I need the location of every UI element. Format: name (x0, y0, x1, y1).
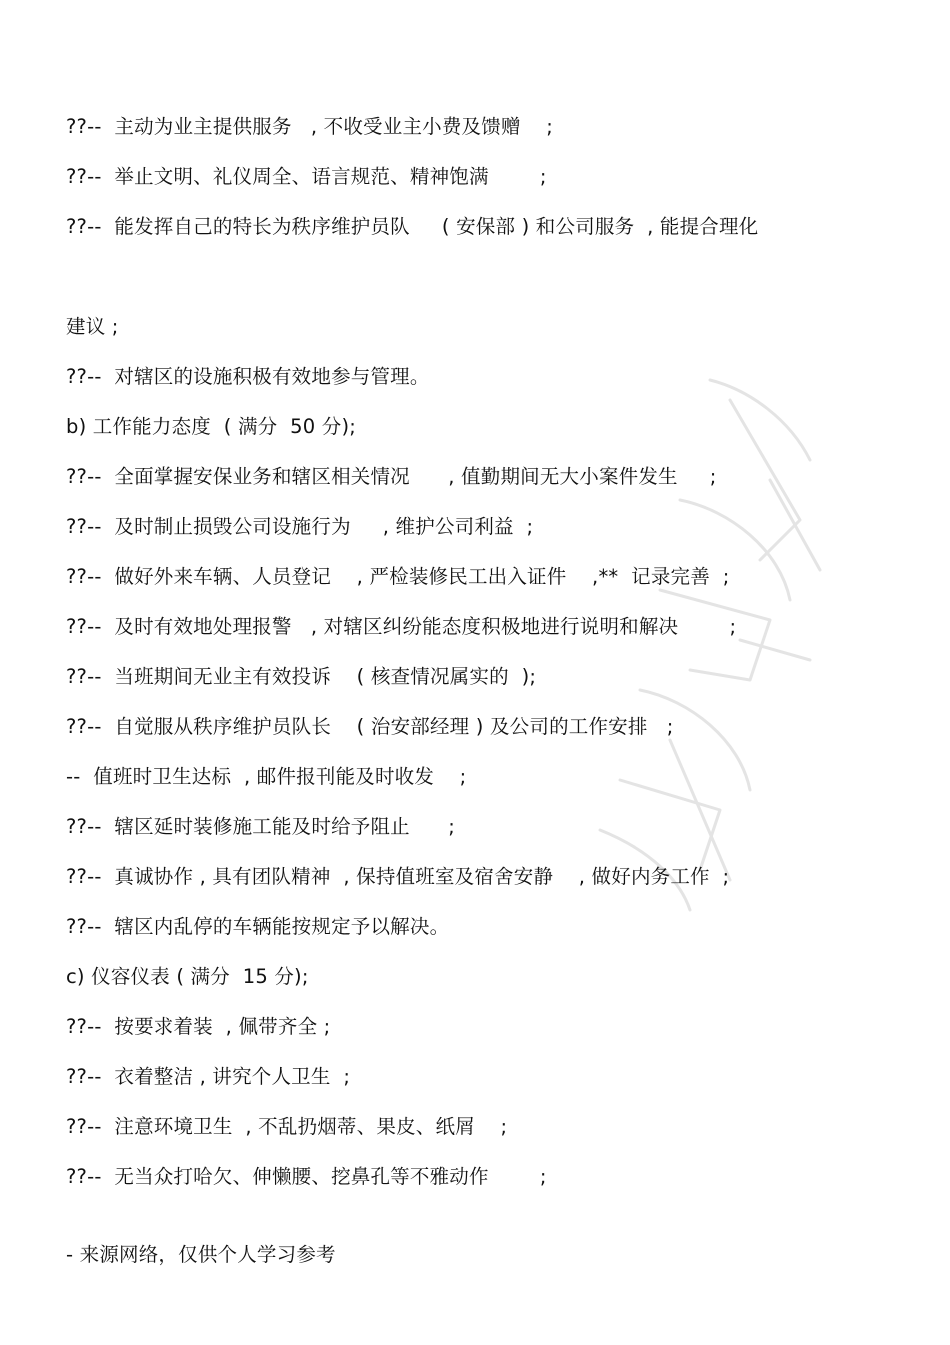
document-line: ??-- 做好外来车辆、人员登记 , 严检装修民工出入证件 ,** 记录完善 ; (66, 565, 730, 588)
document-line: ??-- 注意环境卫生 , 不乱扔烟蒂、果皮、纸屑 ; (66, 1115, 508, 1138)
document-line: ??-- 辖区延时装修施工能及时给予阻止 ; (66, 815, 456, 838)
document-line: -- 值班时卫生达标 , 邮件报刊能及时收发 ; (66, 765, 467, 788)
section-heading: b) 工作能力态度 ( 满分 50 分); (66, 415, 357, 438)
document-line: ??-- 衣着整洁 , 讲究个人卫生 ; (66, 1065, 351, 1088)
document-line: ??-- 按要求着装 , 佩带齐全 ; (66, 1015, 331, 1038)
document-line: ??-- 举止文明、礼仪周全、语言规范、精神饱满 ; (66, 165, 547, 188)
document-line: ??-- 及时有效地处理报警 , 对辖区纠纷能态度积极地进行说明和解决 ; (66, 615, 737, 638)
watermark-graphic (560, 360, 860, 920)
document-line: ??-- 主动为业主提供服务 , 不收受业主小费及馈赠 ; (66, 115, 554, 138)
document-line: ??-- 自觉服从秩序维护员队长 ( 治安部经理 ) 及公司的工作安排 ; (66, 715, 674, 738)
document-line: ??-- 真诚协作 , 具有团队精神 , 保持值班室及宿舍安静 , 做好内务工作 ; (66, 865, 730, 888)
section-heading: c) 仪容仪表 ( 满分 15 分); (66, 965, 309, 988)
document-line: ??-- 对辖区的设施积极有效地参与管理。 (66, 365, 430, 388)
document-line: ??-- 及时制止损毁公司设施行为 , 维护公司利益 ; (66, 515, 534, 538)
document-line: ??-- 当班期间无业主有效投诉 ( 核查情况属实的 ); (66, 665, 537, 688)
document-line: ??-- 辖区内乱停的车辆能按规定予以解决。 (66, 915, 450, 938)
source-footer: - 来源网络，仅供个人学习参考 (66, 1243, 336, 1266)
document-line: 建议 ; (66, 315, 119, 338)
document-line: ??-- 能发挥自己的特长为秩序维护员队 ( 安保部 ) 和公司服务 , 能提合理化 (66, 215, 759, 238)
document-line: ??-- 全面掌握安保业务和辖区相关情况 , 值勤期间无大小案件发生 ; (66, 465, 717, 488)
document-line: ??-- 无当众打哈欠、伸懒腰、挖鼻孔等不雅动作 ; (66, 1165, 547, 1188)
